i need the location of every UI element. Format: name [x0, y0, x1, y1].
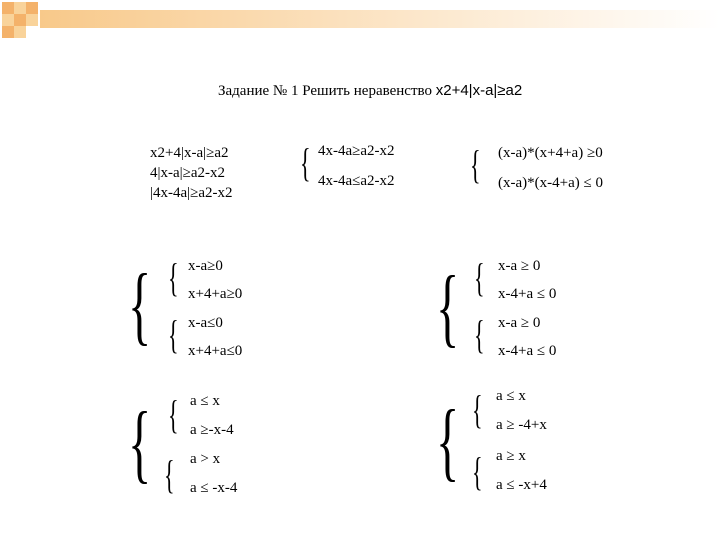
title-inequality: x2+4|x-a|≥a2: [435, 82, 523, 99]
system-line: a > x: [190, 451, 221, 467]
system-line: a ≤ -x+4: [496, 477, 547, 493]
system-brace: {: [168, 392, 179, 437]
page-title: [218, 82, 522, 100]
header-decoration: [0, 0, 720, 50]
system-brace: {: [472, 387, 483, 432]
step-line: x2+4|x-a|≥a2: [150, 145, 229, 161]
system-brace: {: [300, 140, 311, 185]
system-brace: {: [164, 452, 175, 497]
system-brace: {: [474, 255, 485, 300]
decor-square: [2, 2, 14, 14]
system-line: a ≥ x: [496, 448, 526, 464]
decor-square: [14, 26, 26, 38]
system-line: x-4+a ≤ 0: [498, 343, 557, 359]
union-brace: {: [128, 395, 152, 492]
union-brace: {: [436, 393, 460, 490]
system-line: x-a ≥ 0: [498, 258, 541, 274]
decor-square: [14, 2, 26, 14]
system-brace: {: [168, 255, 179, 300]
system-brace: {: [474, 312, 485, 357]
system-line: x-a≥0: [188, 258, 223, 274]
decor-square: [2, 14, 14, 26]
system-line: 4x-4a≥a2-x2: [318, 143, 395, 159]
system-brace: {: [168, 312, 179, 357]
system-brace: {: [472, 449, 483, 494]
system-line: x+4+a≤0: [188, 343, 243, 359]
decor-square: [2, 26, 14, 38]
decor-bar: [40, 10, 720, 28]
system-line: x-a ≥ 0: [498, 315, 541, 331]
step-line: |4x-4a|≥a2-x2: [150, 185, 233, 201]
decor-square: [26, 2, 38, 14]
system-line: a ≤ -x-4: [190, 480, 238, 496]
title-text: Задание № 1 Решить неравенство: [218, 83, 436, 99]
decor-square: [26, 14, 38, 26]
system-line: a ≥ -4+x: [496, 417, 547, 433]
system-line: (x-a)*(x+4+a) ≥0: [498, 145, 603, 161]
system-line: a ≤ x: [496, 388, 526, 404]
system-line: a ≥-x-4: [190, 422, 234, 438]
system-line: x+4+a≥0: [188, 286, 243, 302]
step-line: 4|x-a|≥a2-x2: [150, 165, 226, 181]
decor-square: [14, 14, 26, 26]
union-brace: {: [128, 257, 152, 354]
system-line: a ≤ x: [190, 393, 220, 409]
system-line: x-a≤0: [188, 315, 223, 331]
system-line: x-4+a ≤ 0: [498, 286, 557, 302]
system-line: (x-a)*(x-4+a) ≤ 0: [498, 175, 603, 191]
system-brace: {: [470, 142, 481, 187]
union-brace: {: [436, 259, 460, 356]
system-line: 4x-4a≤a2-x2: [318, 173, 395, 189]
